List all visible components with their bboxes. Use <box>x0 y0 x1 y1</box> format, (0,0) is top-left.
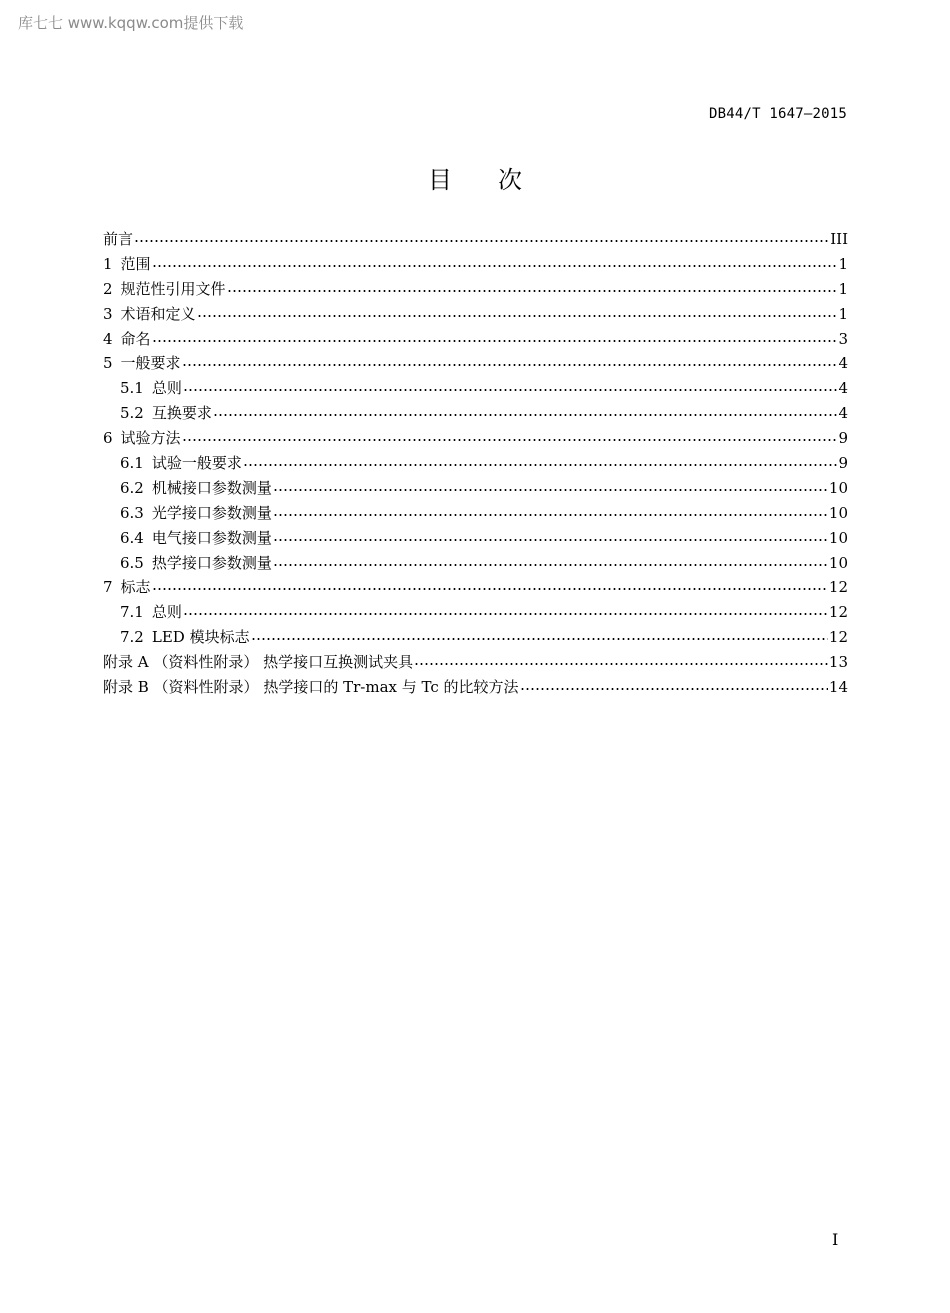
toc-entry[interactable] <box>103 476 848 501</box>
toc-entry-label <box>103 650 413 675</box>
toc-entry-page: 1 <box>838 279 848 298</box>
toc-entry[interactable] <box>103 526 848 551</box>
toc-entry-text: 机械接口参数测量 <box>151 478 272 497</box>
toc-entry-page: 1 <box>838 304 848 323</box>
toc-entry-page: 3 <box>838 329 848 348</box>
toc-entry-page: 4 <box>838 379 848 398</box>
toc-entry[interactable] <box>103 227 848 252</box>
toc-entry-page: 13 <box>828 653 848 672</box>
toc-entry-text: 范围 <box>120 254 151 273</box>
toc-entry-page: 12 <box>828 628 848 647</box>
toc-entry-number: 4 <box>103 329 113 348</box>
toc-entry-page: 1 <box>838 254 848 273</box>
dot-leader <box>251 628 828 643</box>
toc-entry-label <box>103 351 181 376</box>
toc-entry-label <box>103 675 519 700</box>
toc-entry-text: 电气接口参数测量 <box>151 528 272 547</box>
toc-entry-label <box>103 277 226 302</box>
toc-entry[interactable] <box>103 600 848 625</box>
dot-leader <box>183 379 838 394</box>
toc-entry-page: 9 <box>838 454 848 473</box>
toc-entry-text: 命名 <box>120 329 151 348</box>
toc-entry-number: 6 <box>103 429 113 448</box>
toc-entry-label <box>103 426 181 451</box>
toc-entry[interactable] <box>103 625 848 650</box>
toc-entry-number: 7.2 <box>120 628 144 647</box>
toc-entry[interactable] <box>103 327 848 352</box>
dot-leader <box>152 255 838 270</box>
toc-entry-label <box>120 600 182 625</box>
toc-entry[interactable] <box>103 426 848 451</box>
toc-entry-number: 5.1 <box>120 379 144 398</box>
dot-leader <box>182 354 838 369</box>
dot-leader <box>243 454 838 469</box>
toc-entry-label <box>103 575 151 600</box>
toc-entry-label <box>120 451 242 476</box>
toc-entry[interactable] <box>103 650 848 675</box>
toc-entry[interactable] <box>103 675 848 700</box>
toc-entry-text: 光学接口参数测量 <box>151 503 272 522</box>
toc-entry-number: 6.3 <box>120 503 144 522</box>
toc-entry-label <box>120 625 250 650</box>
toc-entry-label <box>103 227 133 252</box>
toc-entry-number: 6.5 <box>120 553 144 572</box>
document-code: DB44/T 1647—2015 <box>708 106 847 122</box>
dot-leader <box>414 653 828 668</box>
dot-leader <box>152 330 838 345</box>
toc-entry-label <box>120 526 272 551</box>
dot-leader <box>152 578 828 593</box>
toc-entry-label <box>103 252 151 277</box>
toc-entry-number: 5 <box>103 354 113 373</box>
toc-entry-text: LED 模块标志 <box>151 628 250 647</box>
toc-entry-text: 试验方法 <box>120 429 181 448</box>
toc-entry[interactable] <box>103 451 848 476</box>
toc-entry-label <box>120 401 212 426</box>
toc-entry[interactable] <box>103 302 848 327</box>
dot-leader <box>213 404 838 419</box>
toc-entry[interactable] <box>103 252 848 277</box>
toc-entry-number: 1 <box>103 254 113 273</box>
toc-entry-page: 14 <box>828 678 848 697</box>
toc-entry-label <box>103 327 151 352</box>
dot-leader <box>273 479 828 494</box>
toc-entry-page: 12 <box>828 578 848 597</box>
toc-entry-text: 附录 A （资料性附录） 热学接口互换测试夹具 <box>103 653 414 672</box>
dot-leader <box>273 529 828 544</box>
toc-entry-page: 4 <box>838 404 848 423</box>
toc-entry-label <box>120 476 272 501</box>
toc-entry-number: 7 <box>103 578 113 597</box>
dot-leader <box>273 554 828 569</box>
toc-entry-number: 6.2 <box>120 478 144 497</box>
toc-entry-page: III <box>830 230 848 248</box>
toc-entry-text: 附录 B （资料性附录） 热学接口的 Tr-max 与 Tc 的比较方法 <box>103 678 519 697</box>
dot-leader <box>520 678 828 693</box>
toc-entry-text: 互换要求 <box>151 404 212 423</box>
watermark-text: 库七七 www.kqqw.com提供下载 <box>18 14 244 32</box>
toc-entry[interactable] <box>103 351 848 376</box>
toc-entry-page: 10 <box>828 503 848 522</box>
page-title: 目次 <box>428 166 568 194</box>
toc-entry-label <box>120 551 272 576</box>
toc-entry-text: 术语和定义 <box>120 304 196 323</box>
toc-entry[interactable] <box>103 575 848 600</box>
toc-entry-number: 5.2 <box>120 404 144 423</box>
toc-entry[interactable] <box>103 376 848 401</box>
dot-leader <box>183 603 828 618</box>
toc-entry-text: 试验一般要求 <box>151 454 242 473</box>
toc-entry-text: 热学接口参数测量 <box>151 553 272 572</box>
dot-leader <box>197 305 838 320</box>
dot-leader <box>227 280 838 295</box>
toc-entry[interactable] <box>103 501 848 526</box>
page-number: I <box>832 1230 839 1249</box>
toc-entry[interactable] <box>103 401 848 426</box>
toc-entry[interactable] <box>103 277 848 302</box>
toc-entry-text: 规范性引用文件 <box>120 279 226 298</box>
toc-entry-page: 10 <box>828 478 848 497</box>
toc-entry-page: 10 <box>828 528 848 547</box>
dot-leader <box>134 230 829 245</box>
toc-entry-text: 总则 <box>151 603 182 622</box>
toc-entry-number: 6.4 <box>120 528 144 547</box>
dot-leader <box>182 429 838 444</box>
toc-entry-page: 12 <box>828 603 848 622</box>
toc-entry-label <box>103 302 196 327</box>
dot-leader <box>273 504 828 519</box>
toc-entry-text: 前言 <box>103 230 134 248</box>
toc-entry-page: 9 <box>838 429 848 448</box>
toc-entry-label <box>120 501 272 526</box>
toc-entry-text: 标志 <box>120 578 151 597</box>
toc-entry-number: 7.1 <box>120 603 144 622</box>
toc-entry-label <box>120 376 182 401</box>
toc-entry-number: 6.1 <box>120 454 144 473</box>
toc-entry-number: 2 <box>103 279 113 298</box>
toc-entry-number: 3 <box>103 304 113 323</box>
toc-entry-page: 4 <box>838 354 848 373</box>
toc-entry-page: 10 <box>828 553 848 572</box>
toc-entry-text: 总则 <box>151 379 182 398</box>
table-of-contents <box>103 227 848 700</box>
toc-entry[interactable] <box>103 551 848 576</box>
toc-entry-text: 一般要求 <box>120 354 181 373</box>
